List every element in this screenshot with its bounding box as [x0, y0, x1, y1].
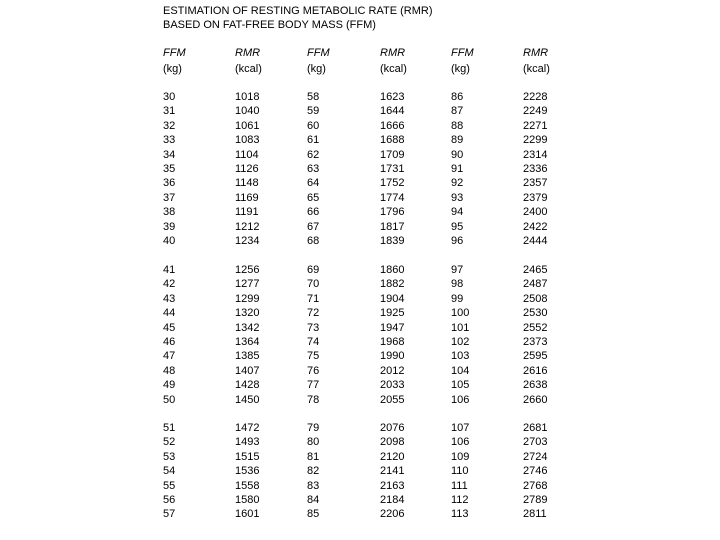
- ffm-cell: 33: [163, 134, 176, 147]
- group-3-column-ffm3: [451, 421, 469, 522]
- group-2-column-rmr3: [523, 263, 547, 407]
- ffm-cell: 96: [451, 234, 464, 247]
- rmr-cell: 2811: [523, 508, 547, 521]
- ffm-cell: 103: [451, 350, 470, 363]
- rmr-cell: 1925: [380, 307, 405, 320]
- ffm-cell: 90: [451, 148, 464, 161]
- rmr-cell: 1817: [380, 220, 405, 233]
- ffm-cell: 37: [163, 191, 176, 204]
- ffm-cell: 40: [163, 234, 176, 247]
- table-title-line-1: ESTIMATION OF RESTING METABOLIC RATE (RMR): [163, 5, 433, 17]
- ffm-cell: 47: [163, 350, 176, 363]
- rmr-cell: 1752: [380, 177, 405, 190]
- rmr-cell: 1601: [235, 508, 260, 521]
- ffm-cell: 55: [163, 479, 176, 492]
- rmr-cell: 2206: [380, 508, 405, 521]
- ffm-cell: 44: [163, 307, 176, 320]
- ffm-cell: 89: [451, 134, 464, 147]
- rmr-cell: 2487: [523, 278, 548, 291]
- rmr-cell: 2508: [523, 292, 548, 305]
- ffm-cell: 58: [307, 91, 320, 103]
- rmr-cell: 2249: [523, 105, 548, 118]
- ffm-cell: 100: [451, 307, 470, 320]
- rmr-cell: 2789: [523, 493, 548, 506]
- ffm-cell: 66: [307, 206, 320, 219]
- rmr-cell: 2746: [523, 465, 548, 478]
- rmr-cell: 1277: [235, 278, 260, 291]
- ffm-cell: 45: [163, 321, 176, 334]
- ffm-cell: 97: [451, 264, 464, 276]
- rmr-cell: 2033: [380, 379, 405, 392]
- ffm-cell: 93: [451, 191, 464, 204]
- column-header-unit: (kcal): [523, 63, 550, 75]
- column-header-1: [163, 46, 186, 76]
- rmr-cell: 1450: [235, 393, 260, 406]
- rmr-cell: 1385: [235, 350, 260, 363]
- rmr-cell: 2422: [523, 220, 548, 233]
- rmr-cell: 1904: [380, 292, 405, 305]
- rmr-cell: 2055: [380, 393, 405, 406]
- ffm-cell: 61: [307, 134, 320, 147]
- ffm-cell: 63: [307, 162, 320, 175]
- rmr-cell: 2012: [380, 364, 405, 377]
- ffm-cell: 74: [307, 335, 320, 348]
- group-2-column-ffm1: [163, 263, 175, 407]
- rmr-cell: 1148: [235, 177, 259, 190]
- ffm-cell: 102: [451, 335, 470, 348]
- rmr-cell: 2616: [523, 364, 548, 377]
- column-header-name: FFM: [163, 47, 186, 59]
- rmr-cell: 2120: [380, 450, 405, 463]
- column-header-5: [451, 46, 474, 76]
- column-header-name: FFM: [307, 47, 330, 59]
- ffm-cell: 87: [451, 105, 464, 118]
- rmr-cell: 2314: [523, 148, 548, 161]
- ffm-cell: 104: [451, 364, 470, 377]
- ffm-cell: 41: [163, 264, 176, 276]
- rmr-cell: 1234: [235, 234, 260, 247]
- group-1-column-ffm1: [163, 90, 175, 248]
- rmr-cell: 1320: [235, 307, 260, 320]
- rmr-cell: 2163: [380, 479, 405, 492]
- ffm-cell: 92: [451, 177, 464, 190]
- ffm-cell: 112: [451, 493, 469, 506]
- rmr-cell: 1558: [235, 479, 260, 492]
- ffm-cell: 56: [163, 493, 176, 506]
- ffm-cell: 111: [451, 479, 468, 492]
- ffm-cell: 77: [307, 379, 320, 392]
- rmr-cell: 1623: [380, 91, 405, 103]
- ffm-cell: 32: [163, 119, 176, 132]
- group-3-column-ffm2: [307, 421, 319, 522]
- rmr-cell: 1472: [235, 422, 260, 434]
- rmr-cell: 2552: [523, 321, 548, 334]
- ffm-cell: 64: [307, 177, 320, 190]
- group-1-column-rmr1: [235, 90, 259, 248]
- ffm-cell: 53: [163, 450, 176, 463]
- rmr-cell: 2373: [523, 335, 548, 348]
- rmr-cell: 1212: [235, 220, 260, 233]
- column-header-name: RMR: [235, 47, 261, 59]
- rmr-cell: 2465: [523, 264, 548, 276]
- ffm-cell: 70: [307, 278, 320, 291]
- group-3-column-ffm1: [163, 421, 175, 522]
- column-header-3: [307, 46, 330, 76]
- ffm-cell: 72: [307, 307, 320, 320]
- group-3-column-rmr2: [380, 421, 404, 522]
- rmr-cell: 1882: [380, 278, 405, 291]
- column-header-6: [523, 46, 550, 76]
- rmr-cell: 2681: [523, 422, 548, 434]
- ffm-cell: 98: [451, 278, 464, 291]
- group-2-column-ffm2: [307, 263, 319, 407]
- group-1-column-rmr3: [523, 90, 547, 248]
- ffm-cell: 83: [307, 479, 320, 492]
- ffm-cell: 81: [307, 450, 320, 463]
- ffm-cell: 46: [163, 335, 176, 348]
- table-title-line-2: BASED ON FAT-FREE BODY MASS (FFM): [163, 19, 376, 31]
- group-3-column-rmr1: [235, 421, 259, 522]
- ffm-cell: 69: [307, 264, 320, 276]
- rmr-cell: 2379: [523, 191, 548, 204]
- column-header-unit: (kcal): [380, 63, 407, 75]
- group-3-column-rmr3: [523, 421, 547, 522]
- rmr-cell: 1947: [380, 321, 405, 334]
- ffm-cell: 62: [307, 148, 320, 161]
- rmr-cell: 1774: [380, 191, 405, 204]
- rmr-cell: 2299: [523, 134, 548, 147]
- ffm-cell: 91: [451, 162, 464, 175]
- rmr-cell: 1666: [380, 119, 405, 132]
- rmr-cell: 1493: [235, 436, 260, 449]
- column-header-name: FFM: [451, 47, 474, 59]
- rmr-cell: 1342: [235, 321, 260, 334]
- ffm-cell: 42: [163, 278, 176, 291]
- ffm-cell: 79: [307, 422, 320, 434]
- group-1-column-rmr2: [380, 90, 404, 248]
- group-1-column-ffm2: [307, 90, 319, 248]
- ffm-cell: 95: [451, 220, 464, 233]
- ffm-cell: 94: [451, 206, 464, 219]
- ffm-cell: 113: [451, 508, 469, 521]
- rmr-cell: 1515: [235, 450, 260, 463]
- rmr-cell: 1364: [235, 335, 260, 348]
- rmr-cell: 1299: [235, 292, 260, 305]
- ffm-cell: 30: [163, 91, 176, 103]
- ffm-cell: 80: [307, 436, 320, 449]
- column-header-4: [380, 46, 407, 76]
- rmr-cell: 2228: [523, 91, 548, 103]
- ffm-cell: 38: [163, 206, 176, 219]
- group-2-column-ffm3: [451, 263, 469, 407]
- ffm-cell: 73: [307, 321, 320, 334]
- group-2-column-rmr1: [235, 263, 259, 407]
- ffm-cell: 105: [451, 379, 470, 392]
- ffm-cell: 68: [307, 234, 320, 247]
- rmr-cell: 1018: [235, 91, 260, 103]
- rmr-cell: 1061: [235, 119, 260, 132]
- ffm-cell: 85: [307, 508, 320, 521]
- rmr-cell: 2357: [523, 177, 548, 190]
- rmr-cell: 2724: [523, 450, 548, 463]
- rmr-cell: 1040: [235, 105, 260, 118]
- column-header-unit: (kg): [451, 63, 470, 75]
- ffm-cell: 107: [451, 422, 470, 434]
- rmr-cell: 1990: [380, 350, 405, 363]
- ffm-cell: 54: [163, 465, 176, 478]
- ffm-cell: 78: [307, 393, 320, 406]
- ffm-cell: 106: [451, 436, 470, 449]
- ffm-cell: 59: [307, 105, 320, 118]
- rmr-cell: 1580: [235, 493, 260, 506]
- ffm-cell: 50: [163, 393, 176, 406]
- rmr-cell: 2660: [523, 393, 548, 406]
- ffm-cell: 31: [163, 105, 176, 118]
- rmr-cell: 1126: [235, 162, 259, 175]
- ffm-cell: 39: [163, 220, 176, 233]
- ffm-cell: 88: [451, 119, 464, 132]
- ffm-cell: 110: [451, 465, 469, 478]
- ffm-cell: 36: [163, 177, 176, 190]
- rmr-cell: 2444: [523, 234, 548, 247]
- ffm-cell: 60: [307, 119, 320, 132]
- ffm-cell: 52: [163, 436, 176, 449]
- ffm-cell: 67: [307, 220, 320, 233]
- group-1-column-ffm3: [451, 90, 463, 248]
- ffm-cell: 75: [307, 350, 320, 363]
- rmr-cell: 1860: [380, 264, 405, 276]
- rmr-cell: 2336: [523, 162, 548, 175]
- rmr-cell: 1169: [235, 191, 259, 204]
- ffm-cell: 65: [307, 191, 320, 204]
- rmr-cell: 2768: [523, 479, 548, 492]
- ffm-cell: 34: [163, 148, 176, 161]
- ffm-cell: 101: [451, 321, 470, 334]
- ffm-cell: 109: [451, 450, 470, 463]
- ffm-cell: 48: [163, 364, 176, 377]
- ffm-cell: 99: [451, 292, 464, 305]
- rmr-cell: 1536: [235, 465, 260, 478]
- rmr-cell: 1796: [380, 206, 405, 219]
- column-header-unit: (kg): [307, 63, 326, 75]
- rmr-cell: 1104: [235, 148, 259, 161]
- ffm-cell: 57: [163, 508, 176, 521]
- ffm-cell: 76: [307, 364, 320, 377]
- ffm-cell: 49: [163, 379, 176, 392]
- rmr-cell: 2530: [523, 307, 548, 320]
- group-2-column-rmr2: [380, 263, 404, 407]
- column-header-name: RMR: [523, 47, 549, 59]
- rmr-cell: 1839: [380, 234, 405, 247]
- ffm-cell: 106: [451, 393, 470, 406]
- rmr-cell: 1644: [380, 105, 405, 118]
- ffm-cell: 82: [307, 465, 320, 478]
- ffm-cell: 43: [163, 292, 176, 305]
- rmr-cell: 1731: [380, 162, 405, 175]
- ffm-cell: 86: [451, 91, 464, 103]
- rmr-cell: 2271: [523, 119, 548, 132]
- rmr-cell: 2638: [523, 379, 548, 392]
- rmr-cell: 2184: [380, 493, 405, 506]
- rmr-cell: 2076: [380, 422, 405, 434]
- rmr-cell: 1428: [235, 379, 260, 392]
- rmr-cell: 1083: [235, 134, 260, 147]
- ffm-cell: 35: [163, 162, 176, 175]
- ffm-cell: 51: [163, 422, 176, 434]
- column-header-unit: (kg): [163, 63, 182, 75]
- rmr-cell: 1709: [380, 148, 405, 161]
- rmr-cell: 1407: [235, 364, 260, 377]
- rmr-cell: 1256: [235, 264, 260, 276]
- rmr-cell: 2141: [380, 465, 405, 478]
- rmr-cell: 2595: [523, 350, 548, 363]
- rmr-cell: 2703: [523, 436, 548, 449]
- ffm-cell: 71: [307, 292, 320, 305]
- column-header-2: [235, 46, 262, 76]
- rmr-cell: 1688: [380, 134, 405, 147]
- column-header-unit: (kcal): [235, 63, 262, 75]
- ffm-cell: 84: [307, 493, 320, 506]
- rmr-cell: 1968: [380, 335, 405, 348]
- rmr-cell: 2098: [380, 436, 405, 449]
- rmr-cell: 2400: [523, 206, 548, 219]
- rmr-cell: 1191: [235, 206, 259, 219]
- column-header-name: RMR: [380, 47, 406, 59]
